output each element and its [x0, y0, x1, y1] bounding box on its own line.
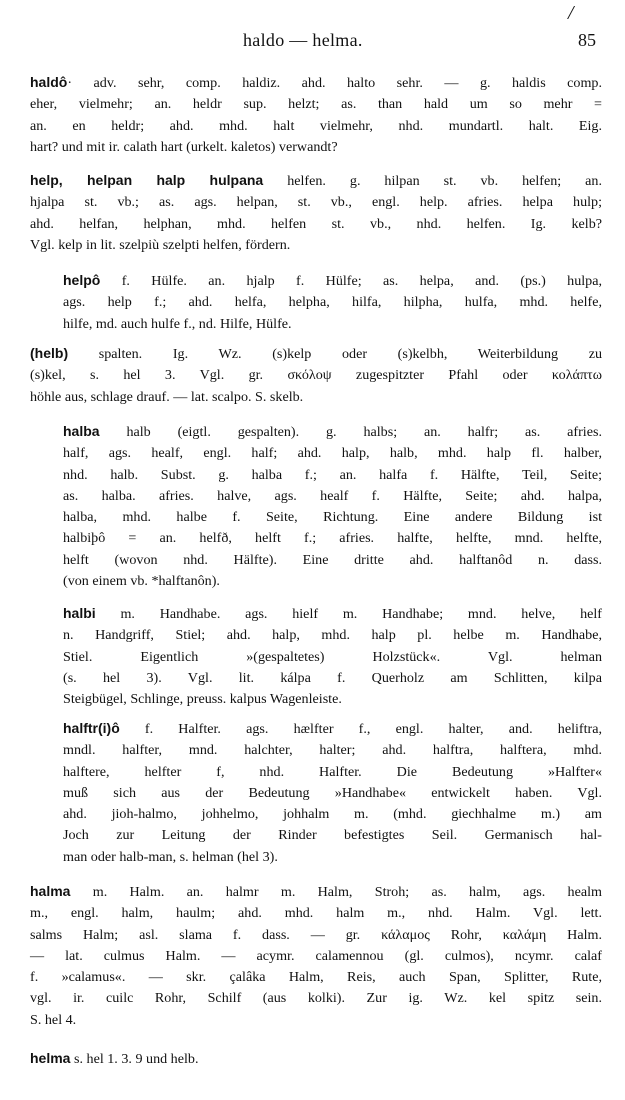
- entry-line: hjalpa st. vb.; as. ags. helpan, st. vb., engl. help. afries. helpa hulp;: [30, 194, 602, 211]
- entry-line: halba halb (eigtl. gespalten). g. halbs; an. halfr; as. afries.: [63, 423, 602, 440]
- entry-line: halma m. Halm. an. halmr m. Halm, Stroh; as. halm, ags. healm: [30, 883, 602, 900]
- entry-line: f. »calamus«. — skr. çalâka Halm, Reis, auch Span, Splitter, Rute,: [30, 969, 602, 986]
- running-title: haldo — helma.: [243, 30, 363, 50]
- entry-line: Joch zur Leitung der Rinder befestigtes Seil. Germanisch hal-: [63, 827, 602, 844]
- headword: halma: [30, 883, 71, 899]
- entry-line: n. Handgriff, Stiel; ahd. halp, mhd. halp pl. helbe m. Handhabe,: [63, 627, 602, 644]
- entry-line: nhd. halb. Subst. g. halba f.; an. halfa f. Hälfte, Teil, Seite;: [63, 466, 602, 483]
- entry-line: (s)kel, s. hel 3. Vgl. gr. σκόλοψ zugespitzter Pfahl oder κολάπτω: [30, 367, 602, 384]
- entry-line: help, helpan halp hulpana helfen. g. hilpan st. vb. helfen; an.: [30, 172, 603, 189]
- entry-line: halftere, helfter f, nhd. Halfter. Die Bedeutung »Halfter«: [63, 763, 602, 780]
- entry-line: — lat. culmus Halm. — acymr. calamennou (gl. culmos), ncymr. calaf: [30, 947, 602, 964]
- entry-line: as. halba. afries. halve, ags. healf f. Hälfte, Seite; ahd. halpa,: [63, 487, 602, 504]
- entry-line: muß sich aus der Bedeutung »Handhabe« entwickelt haben. Vgl.: [63, 784, 602, 801]
- entry-line: Vgl. kelp in lit. szelpiù szelpti helfen, fördern.: [30, 236, 291, 253]
- page-number: 85: [578, 30, 596, 50]
- entry-line: (s. hel 3). Vgl. lit. kálpa f. Querholz am Schlitten, kilpa: [63, 669, 602, 686]
- entry-line: ahd. helfan, helphan, mhd. helfen st. vb., nhd. helfen. Ig. kelb?: [30, 215, 602, 232]
- entry-line: vgl. ir. cuilc Rohr, Schilf (aus kolki). Zur ig. Wz. kel spitz sein.: [30, 990, 602, 1007]
- entry-halma: [30, 881, 602, 1031]
- entry-helb: [30, 343, 602, 408]
- entry-helma: [30, 1048, 602, 1070]
- entry-line: m., engl. halm, haulm; ahd. mhd. halm m., nhd. Halm. Vgl. lett.: [30, 905, 602, 922]
- entry-line: ahd. jioh-halmo, johhelmo, johhalm m. (mhd. giechhalme m.) am: [63, 806, 602, 823]
- headword: halbi: [63, 605, 96, 621]
- entry-line: man oder halb-man, s. helman (hel 3).: [63, 848, 278, 865]
- entry-haldo: [30, 72, 602, 158]
- entry-line: hilfe, md. auch hulfe f., nd. Hilfe, Hülfe.: [63, 315, 292, 332]
- entry-line: halftr(i)ô f. Halfter. ags. hælfter f., engl. halter, and. heliftra,: [63, 720, 602, 737]
- entry-line: eher, vielmehr; an. heldr sup. helzt; as. than hald um so mehr =: [30, 96, 602, 113]
- entry-line: halbiþô = an. helfð, helft f.; afries. halfte, helfte, mnd. helfte,: [63, 530, 602, 547]
- entry-line: an. en heldr; ahd. mhd. halt vielmehr, nhd. mundartl. halt. Eig.: [30, 117, 602, 134]
- entry-line: Steigbügel, Schlinge, preuss. kalpus Wagenleiste.: [63, 691, 342, 708]
- entry-line: (von einem vb. *halftanôn).: [63, 573, 220, 590]
- entry-line: S. hel 4.: [30, 1011, 77, 1028]
- entry-halba: [63, 421, 602, 592]
- entry-line: höhle aus, schlage drauf. — lat. scalpo. S. skelb.: [30, 388, 304, 405]
- entry-line: helpô f. Hülfe. an. hjalp f. Hülfe; as. helpa, and. (ps.) hulpa,: [63, 272, 602, 289]
- headword: halba: [63, 423, 100, 439]
- entry-line: helma s. hel 1. 3. 9 und helb.: [30, 1050, 199, 1067]
- entry-line: mndl. halfter, mnd. halchter, halter; ahd. halftra, halftera, mhd.: [63, 742, 602, 759]
- entry-line: half, ags. healf, engl. half; ahd. halp, halb, mhd. halp fl. halber,: [63, 445, 602, 462]
- entry-line: haldô· adv. sehr, comp. haldiz. ahd. halto sehr. — g. haldis comp.: [30, 74, 602, 91]
- entry-halftrio: [63, 718, 602, 868]
- entry-helpo: [63, 270, 602, 335]
- entry-line: halba, mhd. halbe f. Seite, Richtung. Eine andere Bildung ist: [63, 509, 602, 526]
- headword: (helb): [30, 345, 69, 361]
- headword: halftr(i)ô: [63, 720, 120, 736]
- headword: helpô: [63, 272, 101, 288]
- entry-line: ags. help f.; ahd. helfa, helpha, hilfa, hilpha, hulfa, mhd. helfe,: [63, 294, 602, 311]
- entry-line: halbi m. Handhabe. ags. hielf m. Handhabe; mnd. helve, helf: [63, 605, 602, 622]
- headword: help, helpan halp hulpana: [30, 172, 264, 188]
- entry-line: helft (wovon nhd. Hälfte). Eine dritte ahd. halftanôd n. dass.: [63, 551, 602, 568]
- entry-line: Stiel. Eigentlich »(gespaltetes) Holzstück«. Vgl. helman: [63, 648, 602, 665]
- margin-mark: /: [568, 2, 574, 24]
- headword: helma: [30, 1050, 71, 1066]
- entry-line: salms Halm; asl. slama f. dass. — gr. κάλαμος Rohr, καλάμη Halm.: [30, 926, 602, 943]
- entry-halbi: [63, 603, 602, 710]
- headword: haldô: [30, 74, 68, 90]
- entry-help: [30, 170, 602, 256]
- entry-line: hart? und mit ir. calath hart (urkelt. kaletos) verwandt?: [30, 138, 338, 155]
- entry-line: (helb) spalten. Ig. Wz. (s)kelp oder (s)kelbh, Weiterbildung zu: [30, 345, 602, 362]
